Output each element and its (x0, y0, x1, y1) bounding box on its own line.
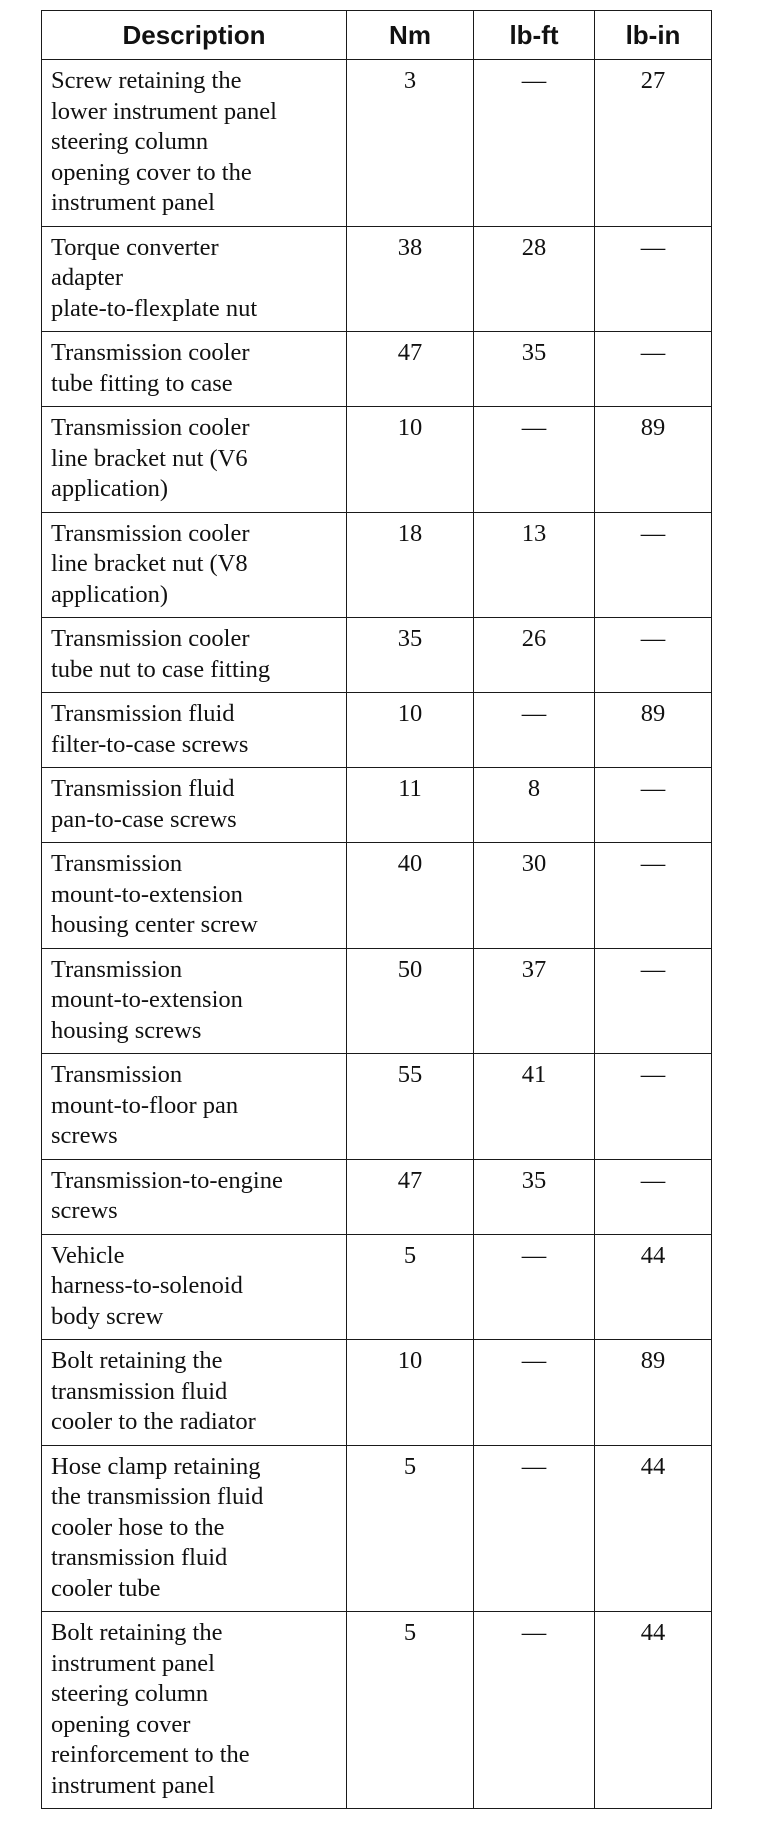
description-cell (42, 512, 347, 618)
description-line: lower instrument panel (51, 97, 277, 125)
table-row (42, 1612, 712, 1809)
description-line: transmission fluid (51, 1544, 228, 1571)
table-row (42, 1234, 712, 1340)
description-line: Transmission cooler (51, 625, 250, 652)
lb-ft-value-cell: — (474, 60, 595, 227)
nm-value-cell: 47 (347, 1159, 474, 1234)
table-row (42, 332, 712, 407)
description-line: Transmission (51, 850, 183, 877)
lb-in-value-cell: — (595, 332, 712, 407)
lb-ft-value-cell: 35 (474, 332, 595, 407)
description-line: Transmission fluid (51, 775, 235, 802)
lb-ft-value-cell: 30 (474, 843, 595, 949)
lb-ft-value-cell: 26 (474, 618, 595, 693)
lb-ft-value-cell: 41 (474, 1054, 595, 1160)
description-line: screws (51, 1122, 118, 1149)
description-cell (42, 407, 347, 513)
header-nm: Nm (347, 11, 474, 60)
description-cell (42, 1612, 347, 1809)
description-line: reinforcement to the (51, 1741, 250, 1768)
table-row (42, 843, 712, 949)
nm-value-cell: 50 (347, 948, 474, 1054)
nm-value-cell: 5 (347, 1612, 474, 1809)
description-line: Vehicle (51, 1241, 125, 1269)
lb-in-value-cell: 89 (595, 1340, 712, 1446)
description-line: steering column (51, 1680, 209, 1707)
header-description: Description (42, 11, 347, 60)
nm-value-cell: 11 (347, 768, 474, 843)
description-cell (42, 1234, 347, 1340)
description-line: Transmission fluid (51, 700, 235, 727)
lb-in-value-cell: — (595, 948, 712, 1054)
description-line: application) (51, 580, 169, 608)
lb-in-value-cell: — (595, 226, 712, 332)
lb-ft-value-cell: — (474, 1234, 595, 1340)
nm-value-cell: 3 (347, 60, 474, 227)
description-cell (42, 60, 347, 227)
description-line: Transmission-to-engine (51, 1166, 283, 1194)
description-line: screws (51, 1197, 118, 1224)
description-line: harness-to-solenoid (51, 1272, 243, 1299)
lb-ft-value-cell: — (474, 693, 595, 768)
description-line: Transmission cooler (51, 519, 250, 547)
description-line: adapter (51, 264, 124, 291)
description-cell (42, 332, 347, 407)
description-line: transmission fluid (51, 1377, 228, 1405)
description-line: the transmission fluid (51, 1483, 264, 1510)
description-line: cooler hose to the (51, 1513, 225, 1541)
description-cell (42, 693, 347, 768)
nm-value-cell: 5 (347, 1445, 474, 1612)
nm-value-cell: 10 (347, 693, 474, 768)
table-row (42, 1159, 712, 1234)
header-lb-in: lb-in (595, 11, 712, 60)
lb-ft-value-cell: 35 (474, 1159, 595, 1234)
description-line: Transmission (51, 955, 183, 983)
description-line: opening cover to the (51, 158, 252, 186)
description-line: body screw (51, 1302, 164, 1330)
description-line: plate-to-flexplate nut (51, 294, 258, 322)
lb-ft-value-cell: 37 (474, 948, 595, 1054)
nm-value-cell: 40 (347, 843, 474, 949)
lb-in-value-cell: 44 (595, 1234, 712, 1340)
table-row (42, 768, 712, 843)
description-cell (42, 1054, 347, 1160)
table-row (42, 1445, 712, 1612)
description-line: application) (51, 475, 169, 502)
description-cell (42, 768, 347, 843)
description-line: Transmission cooler (51, 414, 250, 441)
description-cell (42, 1340, 347, 1446)
table-body (42, 60, 712, 1809)
table-row (42, 226, 712, 332)
description-line: tube nut to case fitting (51, 655, 271, 683)
lb-in-value-cell: — (595, 843, 712, 949)
description-line: line bracket nut (V8 (51, 550, 248, 577)
table-row (42, 512, 712, 618)
description-line: instrument panel (51, 1771, 215, 1799)
description-cell (42, 226, 347, 332)
lb-ft-value-cell: 13 (474, 512, 595, 618)
table-row (42, 1054, 712, 1160)
lb-in-value-cell: 27 (595, 60, 712, 227)
description-cell (42, 948, 347, 1054)
description-line: housing center screw (51, 911, 258, 938)
lb-in-value-cell: — (595, 1054, 712, 1160)
header-lb-ft: lb-ft (474, 11, 595, 60)
lb-ft-value-cell: — (474, 407, 595, 513)
table-row (42, 1340, 712, 1446)
description-line: cooler tube (51, 1574, 161, 1602)
lb-in-value-cell: — (595, 1159, 712, 1234)
lb-ft-value-cell: — (474, 1445, 595, 1612)
lb-in-value-cell: 89 (595, 407, 712, 513)
lb-in-value-cell: — (595, 618, 712, 693)
lb-in-value-cell: — (595, 768, 712, 843)
table-row (42, 60, 712, 227)
description-line: Torque converter (51, 233, 219, 261)
lb-in-value-cell: 44 (595, 1445, 712, 1612)
lb-ft-value-cell: — (474, 1612, 595, 1809)
nm-value-cell: 5 (347, 1234, 474, 1340)
description-line: instrument panel (51, 1649, 215, 1677)
description-line: mount-to-extension (51, 880, 243, 908)
torque-spec-table (41, 10, 712, 1809)
nm-value-cell: 38 (347, 226, 474, 332)
nm-value-cell: 55 (347, 1054, 474, 1160)
description-line: Transmission (51, 1061, 183, 1088)
description-line: steering column (51, 128, 209, 155)
lb-in-value-cell: 89 (595, 693, 712, 768)
description-line: Transmission cooler (51, 339, 250, 366)
description-line: Hose clamp retaining (51, 1452, 261, 1480)
nm-value-cell: 18 (347, 512, 474, 618)
description-cell (42, 1445, 347, 1612)
lb-ft-value-cell: 28 (474, 226, 595, 332)
nm-value-cell: 35 (347, 618, 474, 693)
table-row (42, 693, 712, 768)
table-row (42, 407, 712, 513)
lb-ft-value-cell: 8 (474, 768, 595, 843)
lb-in-value-cell: 44 (595, 1612, 712, 1809)
lb-in-value-cell: — (595, 512, 712, 618)
nm-value-cell: 10 (347, 1340, 474, 1446)
nm-value-cell: 47 (347, 332, 474, 407)
description-cell (42, 618, 347, 693)
description-line: opening cover (51, 1710, 191, 1738)
lb-ft-value-cell: — (474, 1340, 595, 1446)
description-line: line bracket nut (V6 (51, 444, 248, 472)
description-line: mount-to-extension (51, 986, 243, 1013)
description-line: Screw retaining the (51, 67, 242, 94)
table-row (42, 948, 712, 1054)
description-line: Bolt retaining the (51, 1347, 223, 1374)
table-header-row (42, 11, 712, 60)
nm-value-cell: 10 (347, 407, 474, 513)
description-line: pan-to-case screws (51, 805, 237, 833)
description-line: cooler to the radiator (51, 1408, 256, 1435)
description-line: housing screws (51, 1016, 202, 1044)
description-line: tube fitting to case (51, 369, 233, 397)
description-line: instrument panel (51, 189, 215, 216)
description-cell (42, 843, 347, 949)
description-line: mount-to-floor pan (51, 1091, 239, 1119)
table-row (42, 618, 712, 693)
description-line: filter-to-case screws (51, 730, 249, 758)
description-cell (42, 1159, 347, 1234)
description-line: Bolt retaining the (51, 1619, 223, 1646)
